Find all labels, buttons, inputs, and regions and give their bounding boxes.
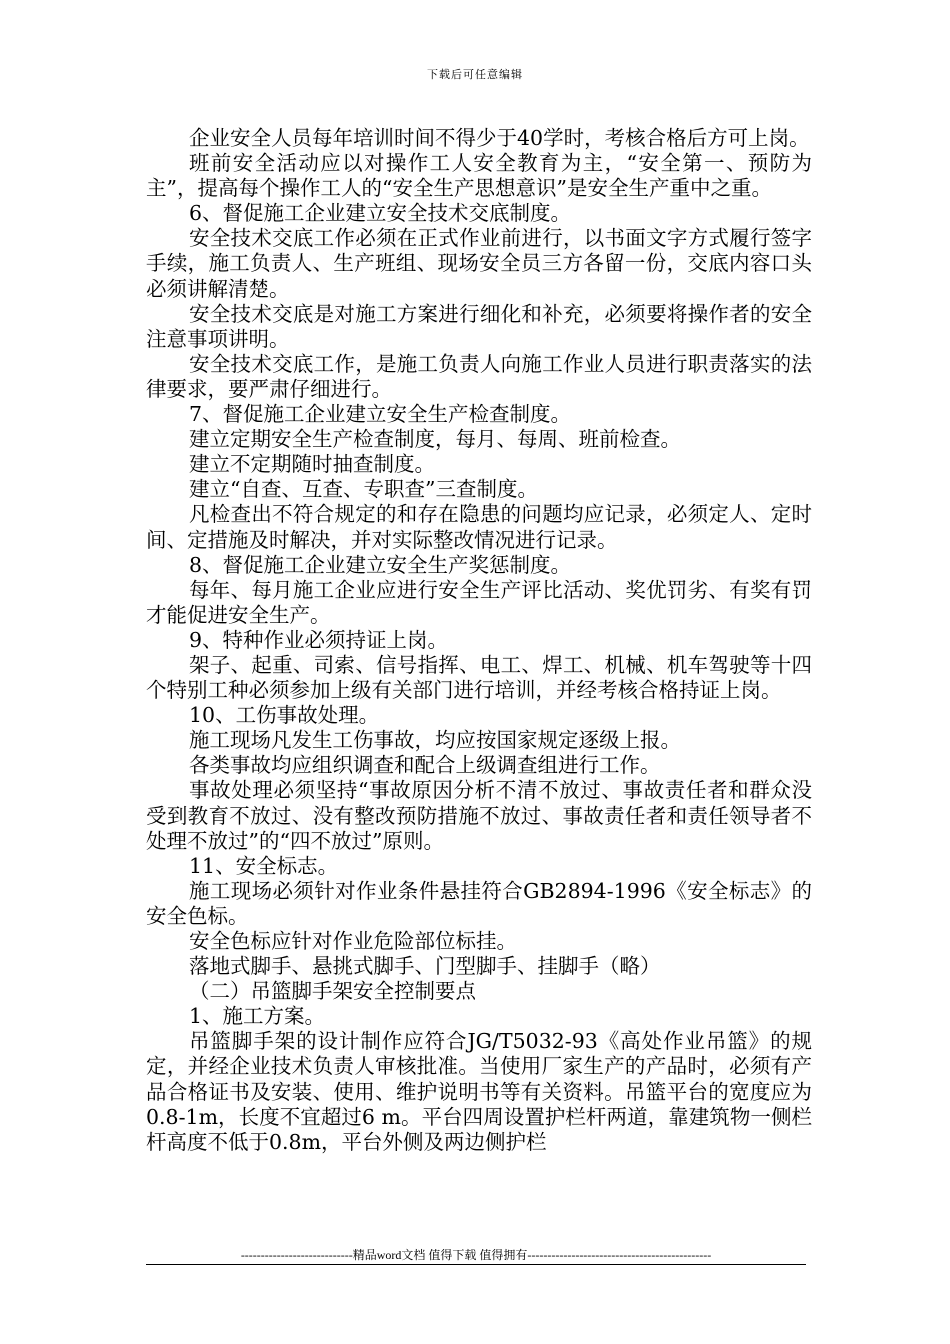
section-heading: 11、安全标志。 bbox=[189, 853, 339, 878]
header-note: 下载后可任意编辑 bbox=[427, 68, 523, 81]
paragraph: 凡检查出不符合规定的和存在隐患的问题均应记录，必须定人、定时间、定措施及时解决，并对实际整改情况进行记录。 bbox=[146, 502, 812, 552]
paragraph: 建立不定期随时抽查制度。 bbox=[189, 452, 435, 477]
section-heading: 1、施工方案。 bbox=[189, 1004, 326, 1029]
paragraph: 落地式脚手、悬挑式脚手、门型脚手、挂脚手（略） bbox=[189, 954, 661, 979]
paragraph: 建立“自查、互查、专职查”三查制度。 bbox=[189, 477, 538, 502]
paragraph: 安全色标应针对作业危险部位标挂。 bbox=[189, 929, 517, 953]
section-heading: 9、特种作业必须持证上岗。 bbox=[189, 627, 449, 652]
paragraph: 安全技术交底是对施工方案进行细化和补充，必须要将操作者的安全注意事项讲明。 bbox=[146, 301, 812, 351]
paragraph: 施工现场必须针对作业条件悬挂符合GB2894-1996《安全标志》的安全色标。 bbox=[146, 878, 812, 928]
paragraph: 吊篮脚手架的设计制作应符合JG/T5032-93《高处作业吊篮》的规定，并经企业技术负责人审核批准。当使用厂家生产的产品时，必须有产品合格证书及安装、使用、维护说明书等有关资料。吊篮平台的宽度应为0.8-1m，长度不宜超过6 m。平台四周设置护栏杆两道，靠建筑物一侧栏杆高度不低于0.8m，平台外侧及两边侧护栏 bbox=[146, 1029, 812, 1154]
section-heading: 10、工伤事故处理。 bbox=[189, 703, 380, 728]
subsection-heading: （二）吊篮脚手架安全控制要点 bbox=[189, 979, 476, 1004]
footer-divider bbox=[146, 1264, 806, 1265]
paragraph: 安全技术交底工作，是施工负责人向施工作业人员进行职责落实的法律要求，要严肃仔细进行。 bbox=[146, 351, 812, 401]
paragraph: 施工现场凡发生工伤事故，均应按国家规定逐级上报。 bbox=[189, 728, 681, 753]
paragraph: 企业安全人员每年培训时间不得少于40学时，考核合格后方可上岗。 bbox=[189, 126, 810, 150]
paragraph: 每年、每月施工企业应进行安全生产评比活动、奖优罚劣、有奖有罚才能促进安全生产。 bbox=[146, 577, 812, 627]
paragraph: 安全技术交底工作必须在正式作业前进行，以书面文字方式履行签字手续，施工负责人、生产班组、现场安全员三方各留一份，交底内容口头必须讲解清楚。 bbox=[146, 226, 812, 301]
paragraph: 班前安全活动应以对操作工人安全教育为主，“安全第一、预防为主”，提高每个操作工人的“安全生产思想意识”是安全生产重中之重。 bbox=[146, 151, 812, 201]
footer-text: ----------------------------精品word文档 值得下载 值得拥有---------------------------------------------- bbox=[240, 1248, 712, 1262]
paragraph: 建立定期安全生产检查制度，每月、每周、班前检查。 bbox=[189, 427, 681, 452]
section-heading: 8、督促施工企业建立安全生产奖惩制度。 bbox=[189, 552, 572, 577]
paragraph: 架子、起重、司索、信号指挥、电工、焊工、机械、机车驾驶等十四个特别工种必须参加上级有关部门进行培训，并经考核合格持证上岗。 bbox=[146, 652, 812, 703]
section-heading: 6、督促施工企业建立安全技术交底制度。 bbox=[189, 201, 572, 226]
paragraph: 事故处理必须坚持“事故原因分析不清不放过、事故责任者和群众没受到教育不放过、没有整改预防措施不放过、事故责任者和责任领导者不处理不放过”的“四不放过”原则。 bbox=[146, 778, 812, 853]
section-heading: 7、督促施工企业建立安全生产检查制度。 bbox=[189, 402, 572, 427]
paragraph: 各类事故均应组织调查和配合上级调查组进行工作。 bbox=[189, 753, 661, 778]
document-body bbox=[146, 126, 812, 1155]
